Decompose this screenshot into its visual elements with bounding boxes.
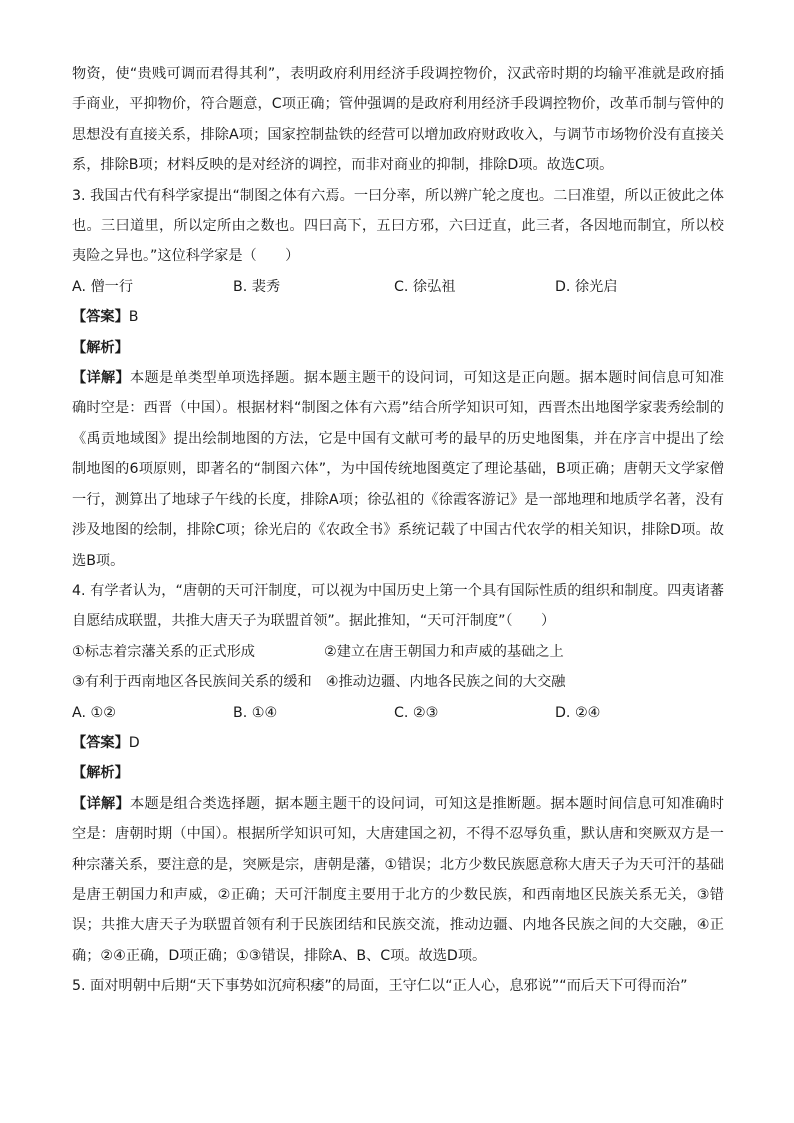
statement-1: ①标志着宗藩关系的正式形成	[72, 643, 255, 660]
analysis-label: 【解析】	[72, 765, 129, 782]
question-3-option-a: A. 僧一行	[72, 278, 134, 295]
question-3-answer	[72, 302, 724, 332]
question-4-option-c: C. ②③	[394, 704, 439, 721]
question-4-option-b: B. ①④	[233, 704, 278, 721]
question-4-analysis-label	[72, 758, 724, 788]
document-content	[72, 59, 724, 1002]
question-4-stem: 4. 有学者认为，“唐朝的天可汗制度，可以视为中国历史上第一个具有国际性质的组织和制度。四夷诸蕃自愿结成联盟，共推大唐天子为联盟首领”。据此推知，“天可汗制度”（ ）	[72, 582, 724, 630]
question-4-detail	[72, 789, 724, 971]
detail-label: 【详解】	[72, 370, 130, 387]
answer-label: 【答案】	[72, 309, 129, 326]
question-4-statements-row-1	[72, 637, 724, 667]
answer-value: D	[128, 734, 140, 751]
question-3-option-d: D. 徐光启	[555, 278, 618, 295]
question-4-option-a: A. ①②	[72, 704, 116, 721]
statement-4: ④推动边疆、内地各民族之间的大交融	[325, 674, 566, 691]
question-4-options	[72, 698, 724, 728]
paragraph-continuation: 物资，使“贵贱可调而君得其利”，表明政府利用经济手段调控物价，汉武帝时期的均输平准就是政府插手商业，平抑物价，符合题意，C项正确；管仲强调的是政府利用经济手段调控物价，改革币制与管仲的思想没有直接关系，排除A项；国家控制盐铁的经营可以增加政府财政收入，与调节市场物价没有直接关系，排除B项；材料反映的是对经济的调控，而非对商业的抑制，排除D项。故选C项。	[72, 66, 724, 174]
question-5-stem: 5. 面对明朝中后期“天下事势如沉疴积痿”的局面，王守仁以“正人心，息邪说”“而后天下可得而治”	[72, 978, 688, 995]
question-3-stem: 3. 我国古代有科学家提出“制图之体有六焉。一曰分率，所以辨广轮之度也。二曰准望，所以正彼此之体也。三曰道里，所以定所由之数也。四曰高下，五曰方邪，六曰迂直，此三者，各因地而制宜，所以校夷险之异也。”这位科学家是（ ）	[72, 187, 724, 265]
question-3-options	[72, 272, 724, 302]
question-4-option-d: D. ②④	[555, 704, 601, 721]
statement-3: ③有利于西南地区各民族间关系的缓和	[72, 674, 312, 691]
question-4-statements-row-2	[72, 667, 724, 697]
answer-label: 【答案】	[72, 734, 129, 751]
detail-label: 【详解】	[72, 795, 130, 812]
question-3-option-c: C. 徐弘祖	[394, 278, 456, 295]
statement-2: ②建立在唐王朝国力和声威的基础之上	[324, 643, 564, 660]
answer-value: B	[128, 309, 139, 326]
question-4-answer	[72, 728, 724, 758]
detail-text: 本题是组合类选择题，据本题主题干的设问词，可知这是推断题。据本题时间信息可知准确时空是：唐朝时期（中国）。根据所学知识可知，大唐建国之初，不得不忍辱负重，默认唐和突厥双方是一种宗藩关系，要注意的是，突厥是宗，唐朝是藩，①错误；北方少数民族愿意称大唐天子为天可汗的基础是唐王朝国力和声威，②正确；天可汗制度主要用于北方的少数民族，和西南地区民族关系无关，③错误；共推大唐天子为联盟首领有利于民族团结和民族交流，推动边疆、内地各民族之间的大交融，④正确；②④正确，D项正确；①③错误，排除A、B、C项。故选D项。	[72, 795, 724, 964]
question-3-detail	[72, 363, 724, 576]
detail-text: 本题是单类型单项选择题。据本题主题干的设问词，可知这是正向题。据本题时间信息可知准确时空是：西晋（中国）。根据材料“制图之体有六焉”结合所学知识可知，西晋杰出地图学家裴秀绘制的《禹贡地域图》提出绘制地图的方法，它是中国有文献可考的最早的历史地图集，并在序言中提出了绘制地图的6项原则，即著名的“制图六体”，为中国传统地图奠定了理论基础，B项正确；唐朝天文学家僧一行，测算出了地球子午线的长度，排除A项；徐弘祖的《徐霞客游记》是一部地理和地质学名著，没有涉及地图的绘制，排除C项；徐光启的《农政全书》系统记载了中国古代农学的相关知识，排除D项。故选B项。	[72, 370, 724, 569]
question-3-option-b: B. 裴秀	[233, 278, 281, 295]
question-3-analysis-label	[72, 333, 724, 363]
analysis-label: 【解析】	[72, 339, 129, 356]
